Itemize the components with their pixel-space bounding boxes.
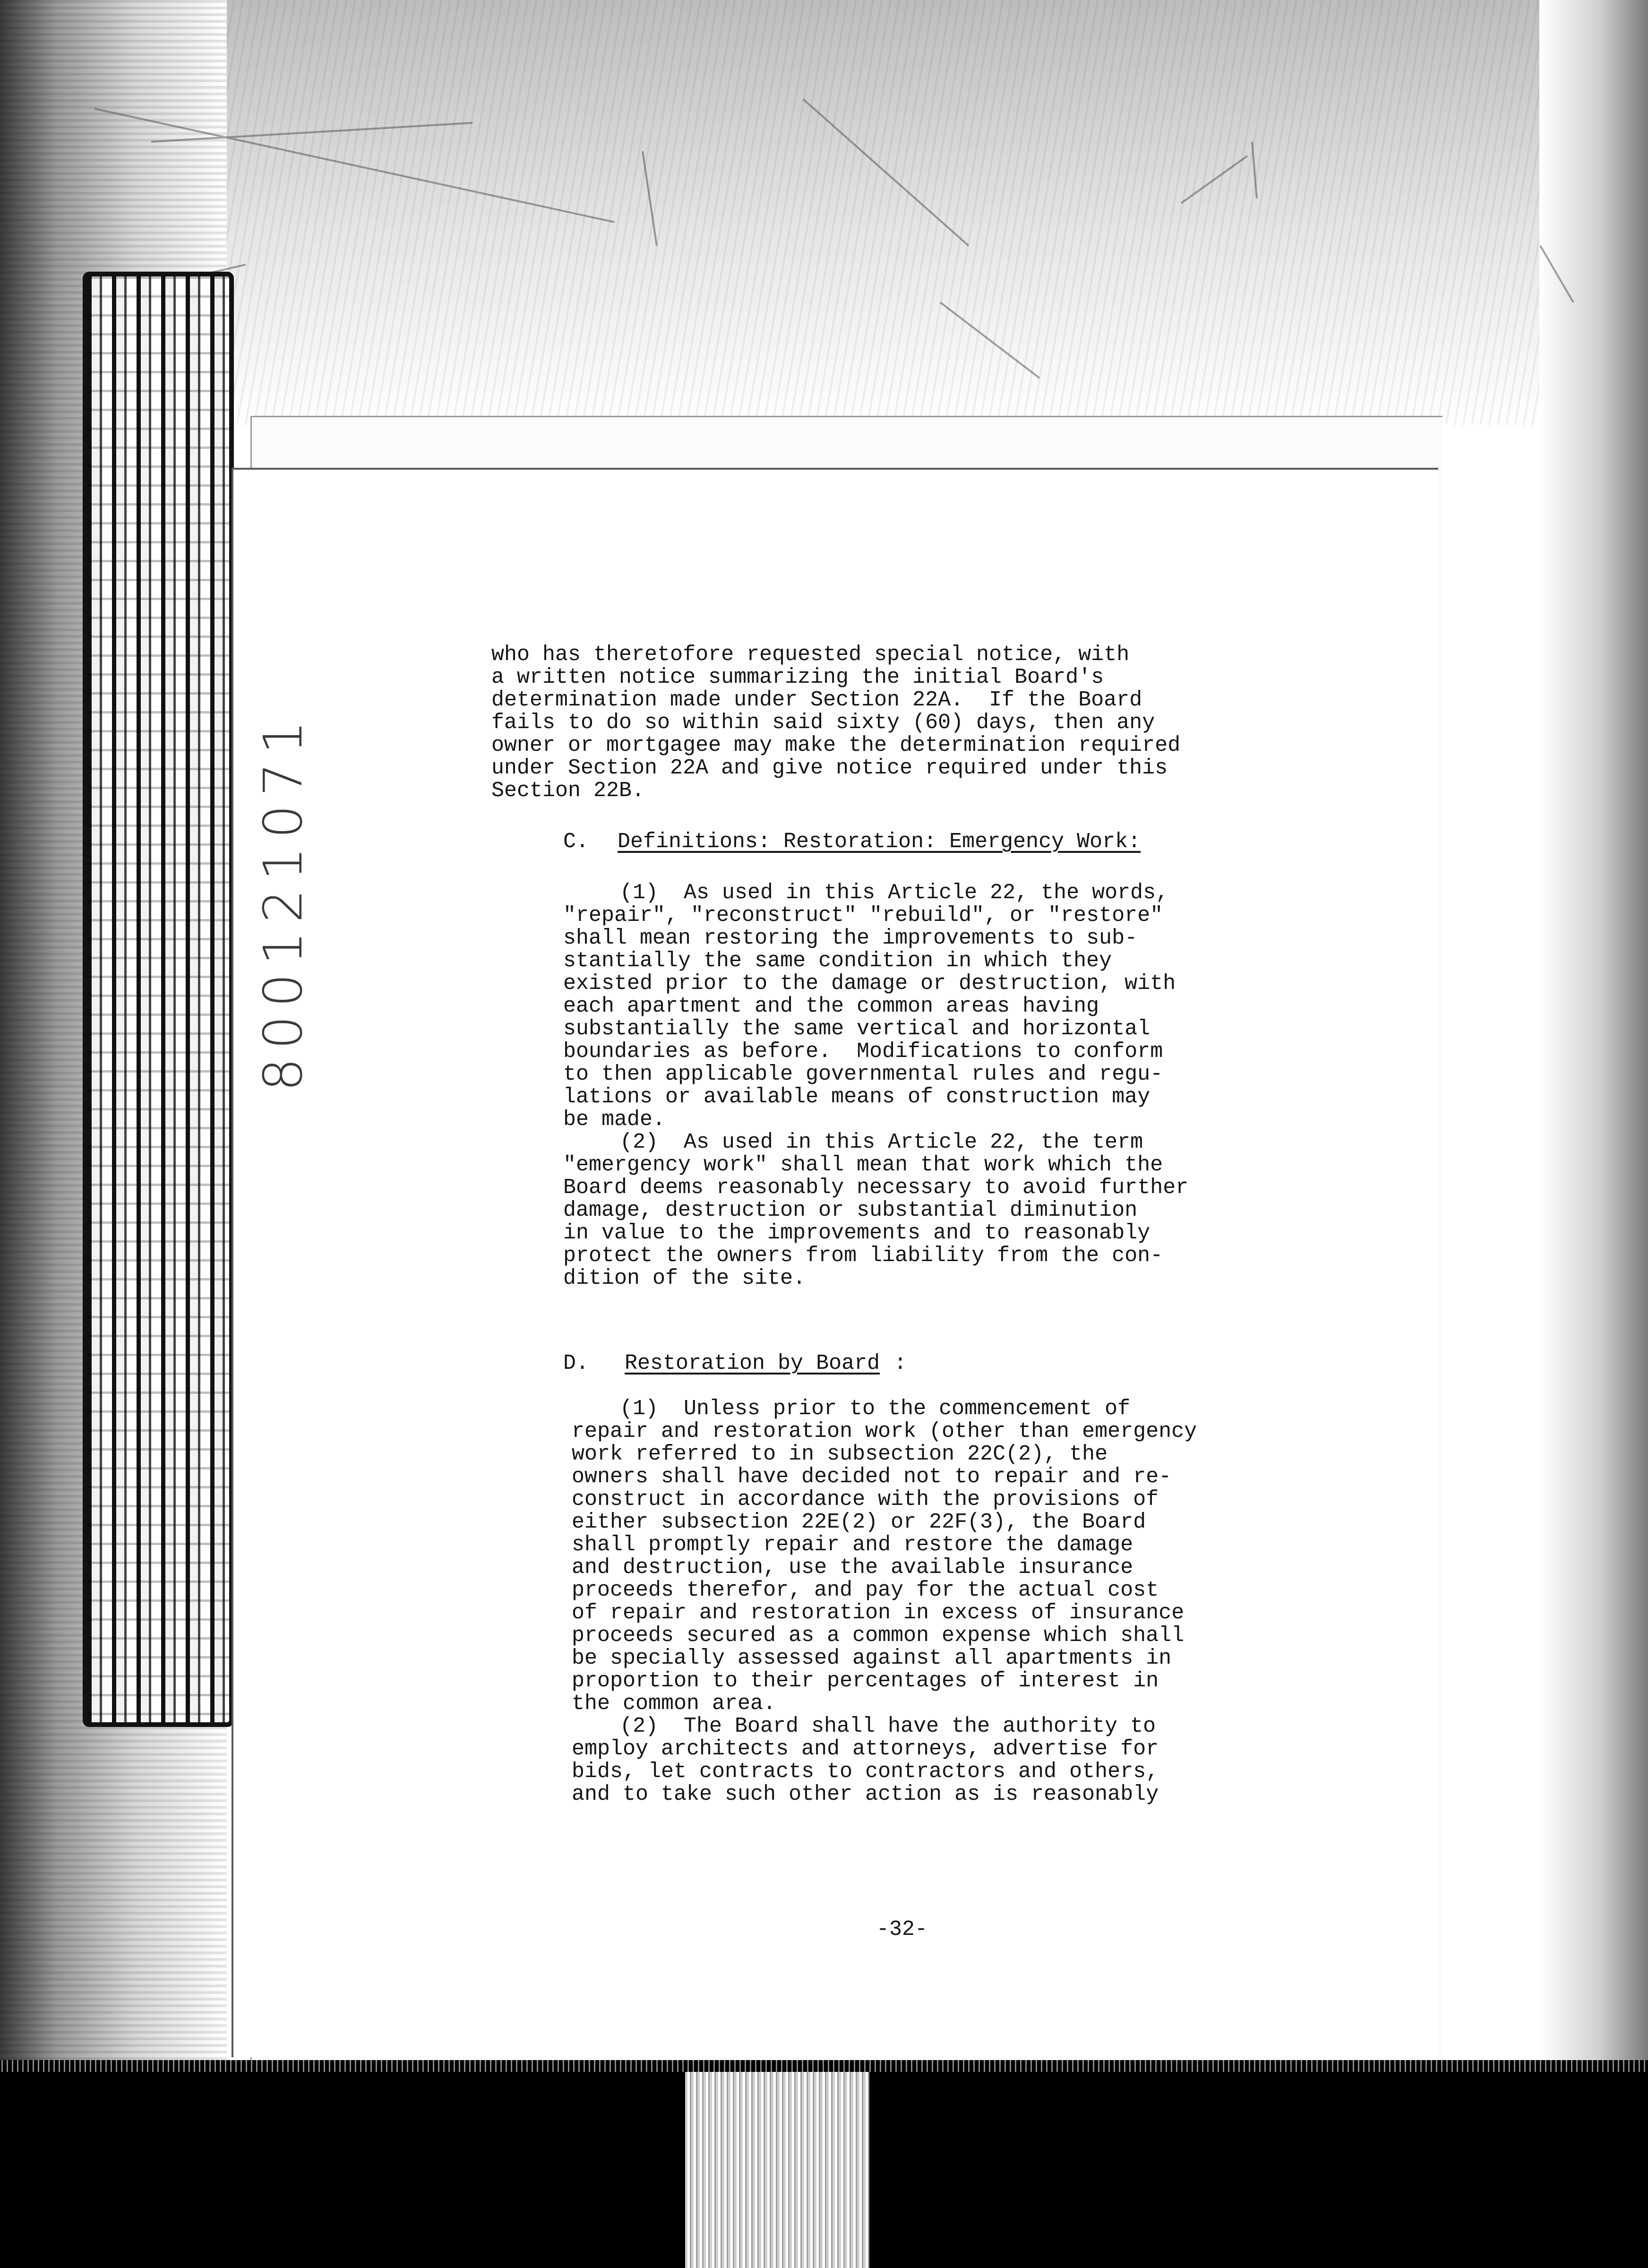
section-d-heading: Restoration by Board bbox=[625, 1351, 880, 1375]
scan-noise-top bbox=[0, 0, 1648, 425]
section-c-para1-line: to then applicable governmental rules and regu- bbox=[563, 1062, 1163, 1086]
section-d-heading-colon: : bbox=[894, 1351, 907, 1375]
scan-noise-right bbox=[1539, 0, 1648, 2079]
section-d-para1-line: proportion to their percentages of interest in bbox=[572, 1669, 1159, 1693]
section-d-para1-line: the common area. bbox=[572, 1692, 776, 1716]
intro-line: under Section 22A and give notice required under this bbox=[491, 756, 1168, 780]
section-c-para2-line: protect the owners from liability from the con- bbox=[563, 1244, 1163, 1268]
page-number: -32- bbox=[876, 1917, 928, 1942]
intro-line: fails to do so within said sixty (60) days, then any bbox=[491, 711, 1155, 735]
section-d-para1-line: proceeds secured as a common expense which shall bbox=[572, 1624, 1184, 1648]
section-c-marker: C. bbox=[563, 830, 589, 854]
section-d-para1-line: (1) Unless prior to the commencement of bbox=[620, 1397, 1131, 1421]
intro-line: Section 22B. bbox=[491, 779, 645, 803]
section-c-para2-line: Board deems reasonably necessary to avoid further bbox=[563, 1176, 1189, 1200]
section-d-para2-line: employ architects and attorneys, advertise for bbox=[572, 1737, 1159, 1761]
section-d-para1-line: be specially assessed against all apartments in bbox=[572, 1646, 1172, 1670]
intro-line: a written notice summarizing the initial Board's bbox=[491, 665, 1104, 689]
section-d-para2-line: (2) The Board shall have the authority to bbox=[620, 1714, 1156, 1738]
section-d-para1-line: either subsection 22E(2) or 22F(3), the Board bbox=[572, 1510, 1146, 1534]
section-d-para1-line: construct in accordance with the provisions of bbox=[572, 1487, 1159, 1512]
vertical-stamp-number: 800121071 bbox=[253, 712, 314, 1091]
intro-line: owner or mortgagee may make the determination required bbox=[491, 733, 1181, 757]
section-d-marker: D. bbox=[563, 1351, 589, 1375]
section-c-para2-line: damage, destruction or substantial diminution bbox=[563, 1198, 1138, 1222]
section-d-para1-line: repair and restoration work (other than emergency bbox=[572, 1419, 1197, 1443]
section-c-para1-line: "repair", "reconstruct" "rebuild", or "restore" bbox=[563, 903, 1163, 928]
section-c-para1-line: be made. bbox=[563, 1108, 666, 1132]
section-c-para2-line: in value to the improvements and to reasonably bbox=[563, 1221, 1150, 1245]
section-d-para2-line: and to take such other action as is reasonably bbox=[572, 1782, 1159, 1806]
section-d-para1-line: work referred to in subsection 22C(2), the bbox=[572, 1442, 1108, 1466]
binder-strip bbox=[83, 272, 234, 1727]
section-c-para1-line: existed prior to the damage or destruction, with bbox=[563, 971, 1176, 996]
intro-line: who has theretofore requested special notice, with bbox=[491, 643, 1130, 667]
section-d-para1-line: owners shall have decided not to repair and re- bbox=[572, 1465, 1172, 1489]
section-c-para2-line: "emergency work" shall mean that work which the bbox=[563, 1153, 1163, 1177]
intro-line: determination made under Section 22A. If the Board bbox=[491, 688, 1142, 712]
section-d-para1-line: of repair and restoration in excess of insurance bbox=[572, 1601, 1184, 1625]
section-c-para1-line: stantially the same condition in which they bbox=[563, 949, 1112, 973]
section-c-para2-line: (2) As used in this Article 22, the term bbox=[620, 1130, 1143, 1154]
section-c-para1-line: shall mean restoring the improvements to sub- bbox=[563, 926, 1138, 950]
section-d-para1-line: shall promptly repair and restore the damage bbox=[572, 1533, 1133, 1557]
section-c-para2-line: dition of the site. bbox=[563, 1266, 806, 1290]
section-c-para1-line: lations or available means of construction may bbox=[563, 1085, 1150, 1109]
section-c-para1-line: substantially the same vertical and horizontal bbox=[563, 1017, 1150, 1041]
section-c-para1-line: boundaries as before. Modifications to conform bbox=[563, 1040, 1163, 1064]
section-c-heading: Definitions: Restoration: Emergency Work: bbox=[618, 830, 1141, 854]
section-d-para2-line: bids, let contracts to contractors and others, bbox=[572, 1760, 1159, 1784]
section-d-para1-line: and destruction, use the available insurance bbox=[572, 1555, 1133, 1580]
section-d-para1-line: proceeds therefor, and pay for the actual cost bbox=[572, 1578, 1159, 1602]
scan-light-patch bbox=[685, 2072, 869, 2268]
section-c-para1-line: (1) As used in this Article 22, the words, bbox=[620, 881, 1169, 905]
section-c-para1-line: each apartment and the common areas having bbox=[563, 994, 1099, 1018]
